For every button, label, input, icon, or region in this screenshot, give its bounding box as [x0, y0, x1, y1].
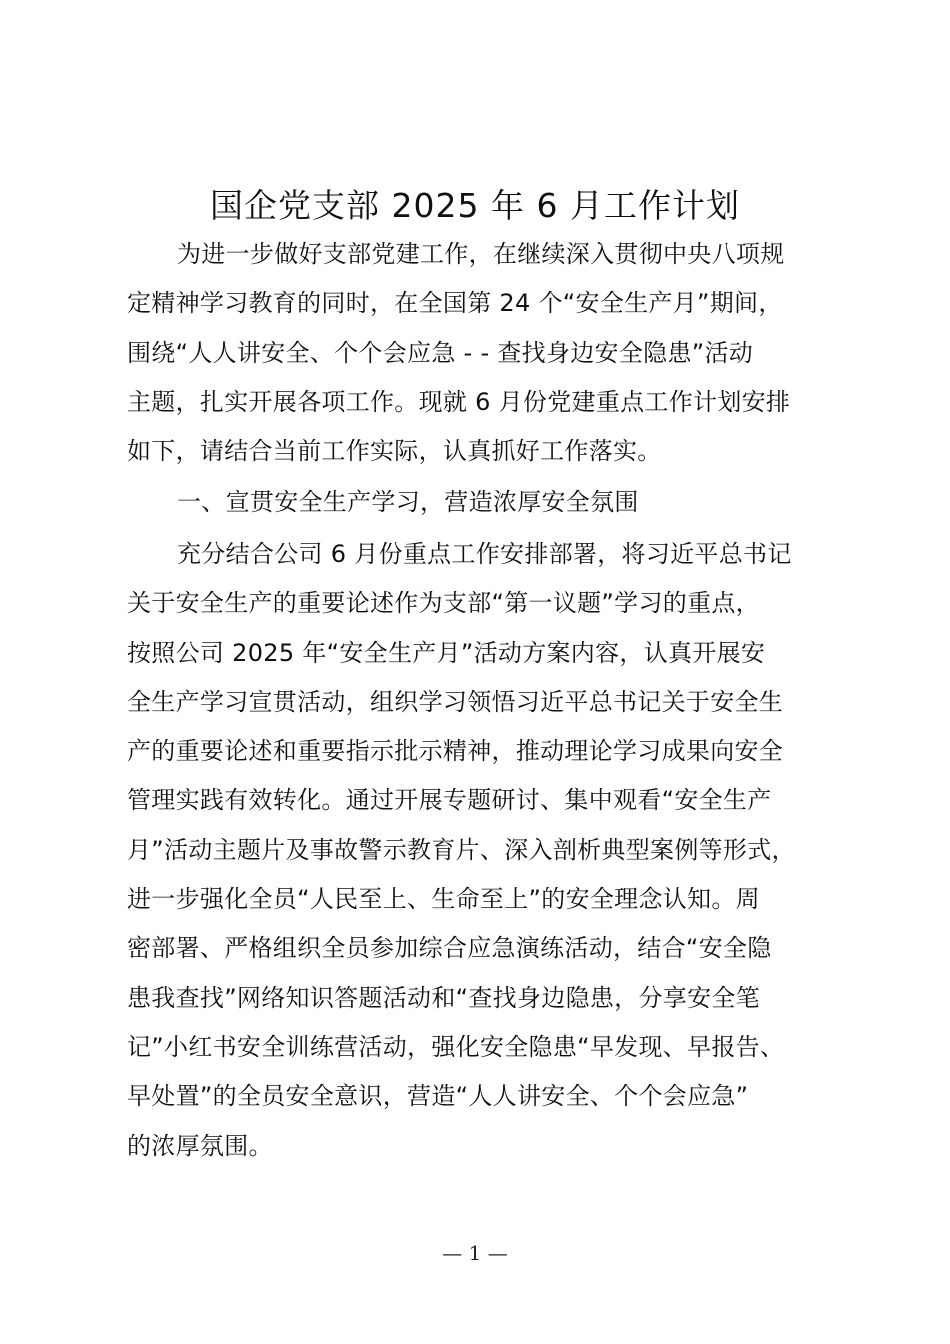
paragraph-line: 按照公司 2025 年“安全生产月”活动方案内容，认真开展安 — [127, 638, 766, 667]
paragraph-line: 产的重要论述和重要指示批示精神，推动理论学习成果向安全 — [127, 737, 784, 766]
paragraph-line: 记”小红书安全训练营活动，强化安全隐患“早发现、早报告、 — [127, 1032, 785, 1061]
paragraph-line: 早处置”的全员安全意识，营造“人人讲安全、个个会应急” — [127, 1082, 749, 1111]
intro-paragraph — [127, 230, 837, 476]
paragraph-line: 进一步强化全员“人民至上、生命至上”的安全理念认知。周 — [127, 885, 760, 914]
section-1 — [127, 478, 837, 527]
paragraph-line: 月”活动主题片及事故警示教育片、深入剖析典型案例等形式， — [127, 835, 796, 864]
intro-line: 定精神学习教育的同时，在全国第 24 个“安全生产月”期间， — [127, 289, 783, 318]
paragraph-line: 充分结合公司 6 月份重点工作安排部署，将习近平总书记 — [177, 540, 792, 568]
paragraph-line: 关于安全生产的重要论述作为支部“第一议题”学习的重点， — [127, 589, 760, 618]
intro-line: 围绕“人人讲安全、个个会应急 - - 查找身边安全隐患”活动 — [127, 338, 754, 367]
intro-line: 为进一步做好支部党建工作，在继续深入贯彻中央八项规 — [177, 240, 785, 268]
paragraph-line: 密部署、严格组织全员参加综合应急演练活动，结合“安全隐 — [127, 934, 772, 963]
intro-line: 如下，请结合当前工作实际，认真抓好工作落实。 — [127, 437, 662, 466]
paragraph-line: 患我查找”网络知识答题活动和“查找身边隐患，分享安全笔 — [127, 983, 760, 1012]
page-number: — 1 — — [442, 1241, 508, 1265]
section-heading: 一、宣贯安全生产学习，营造浓厚安全氛围 — [177, 488, 639, 516]
section-1-paragraph — [127, 530, 837, 1171]
paragraph-line: 全生产学习宣贯活动，组织学习领悟习近平总书记关于安全生 — [127, 687, 784, 716]
intro-line: 主题，扎实开展各项工作。现就 6 月份党建重点工作计划安排 — [127, 387, 791, 416]
paragraph-line: 的浓厚氛围。 — [127, 1131, 273, 1160]
document-title: 国企党支部 2025 年 6 月工作计划 — [210, 186, 740, 225]
paragraph-line: 管理实践有效转化。通过开展专题研讨、集中观看“安全生产 — [127, 786, 772, 815]
